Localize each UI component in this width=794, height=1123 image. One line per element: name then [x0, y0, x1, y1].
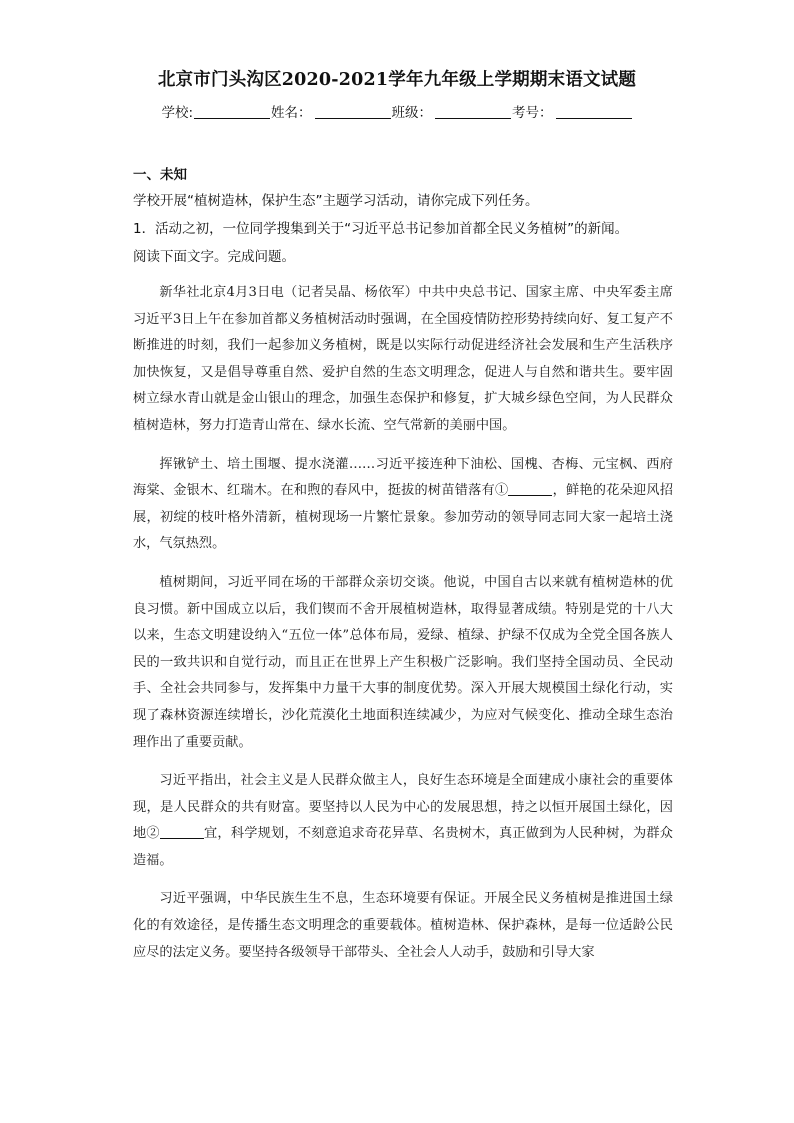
article-paragraph-2 [133, 452, 673, 558]
exam-title: 北京市门头沟区2020-2021学年九年级上学期期末语文试题 [157, 70, 637, 90]
article-paragraph-2-part-2: ，鲜艳的花朵迎风招展，初绽的枝叶格外清新，植树现场一片繁忙景象。参加劳动的领导同志同大家一起培土浇水，气氛热烈。 [133, 483, 674, 552]
news-article [133, 280, 673, 978]
exam-number-label: 考号： [512, 105, 553, 121]
article-paragraph-1: 新华社北京4月3日电（记者吴晶、杨依军）中共中央总书记、国家主席、中央军委主席习近平3日上午在参加首都义务植树活动时强调，在全国疫情防控形势持续向好、复工复产不断推进的时刻，我们一起参加义务植树，既是以实际行动促进经济社会发展和生产生活秩序加快恢复，又是倡导尊重自然、爱护自然的生态文明理念，促进人与自然和谐共生。要牢固树立绿水青山就是金山银山的理念，加强生态保护和修复，扩大城乡绿色空间，为人民群众植树造林，努力打造青山常在、绿水长流、空气常新的美丽中国。 [133, 285, 673, 433]
article-paragraph-4-part-1: 习近平指出，社会主义是人民群众做主人，良好生态环境是全面建成小康社会的重要体现，是人民群众的共有财富。要坚持以人民为中心的发展思想，持之以恒开展国土绿化，因地② [133, 773, 673, 842]
class-label: 班级： [391, 105, 433, 121]
class-blank[interactable] [435, 104, 511, 119]
school-label: 学校: [161, 105, 194, 121]
article-paragraph-4 [133, 768, 673, 874]
school-blank[interactable] [194, 104, 270, 119]
section-intro: 学校开展“植树造林，保护生态”主题学习活动，请你完成下列任务。 [133, 193, 539, 209]
article-paragraph-2-part-1: 挥锹铲土、培土围堰、提水浇灌……习近平接连种下油松、国槐、杏梅、元宝枫、西府海棠、金银木、红瑞木。在和煦的春风中，挺拔的树苗错落有① [133, 456, 673, 499]
blank-2[interactable] [160, 824, 204, 839]
article-paragraph-4-part-2: 宜，科学规划，不刻意追求奇花异草、名贵树木，真正做到为人民种树，为群众造福。 [133, 826, 673, 868]
question-instruction: 阅读下面文字。完成问题。 [133, 249, 295, 265]
blank-1[interactable] [508, 481, 552, 496]
student-info-line [0, 102, 794, 124]
exam-number-blank[interactable] [556, 104, 632, 119]
section-heading: 一、未知 [133, 167, 187, 183]
question-1-stem: 1．活动之初，一位同学搜集到关于“习近平总书记参加首都全民义务植树”的新闻。 [133, 221, 629, 237]
name-blank[interactable] [315, 104, 391, 119]
article-paragraph-3: 植树期间，习近平同在场的干部群众亲切交谈。他说，中国自古以来就有植树造林的优良习惯。新中国成立以后，我们锲而不舍开展植树造林，取得显著成绩。特别是党的十八大以来，生态文明建设纳入“五位一体”总体布局，爱绿、植绿、护绿不仅成为全党全国各族人民的一致共识和自觉行动，而且正在世界上产生积极广泛影响。我们坚持全国动员、全民动手、全社会共同参与，发挥集中力量干大事的制度优势。深入开展大规模国土绿化行动，实现了森林资源连续增长，沙化荒漠化土地面积连续减少，为应对气候变化、推动全球生态治理作出了重要贡献。 [133, 574, 673, 750]
article-paragraph-5: 习近平强调，中华民族生生不息，生态环境要有保证。开展全民义务植树是推进国土绿化的有效途径，是传播生态文明理念的重要载体。植树造林、保护森林，是每一位适龄公民应尽的法定义务。要坚持各级领导干部带头、全社会人人动手，鼓励和引导大家 [133, 891, 673, 960]
name-label: 姓名： [271, 105, 312, 121]
